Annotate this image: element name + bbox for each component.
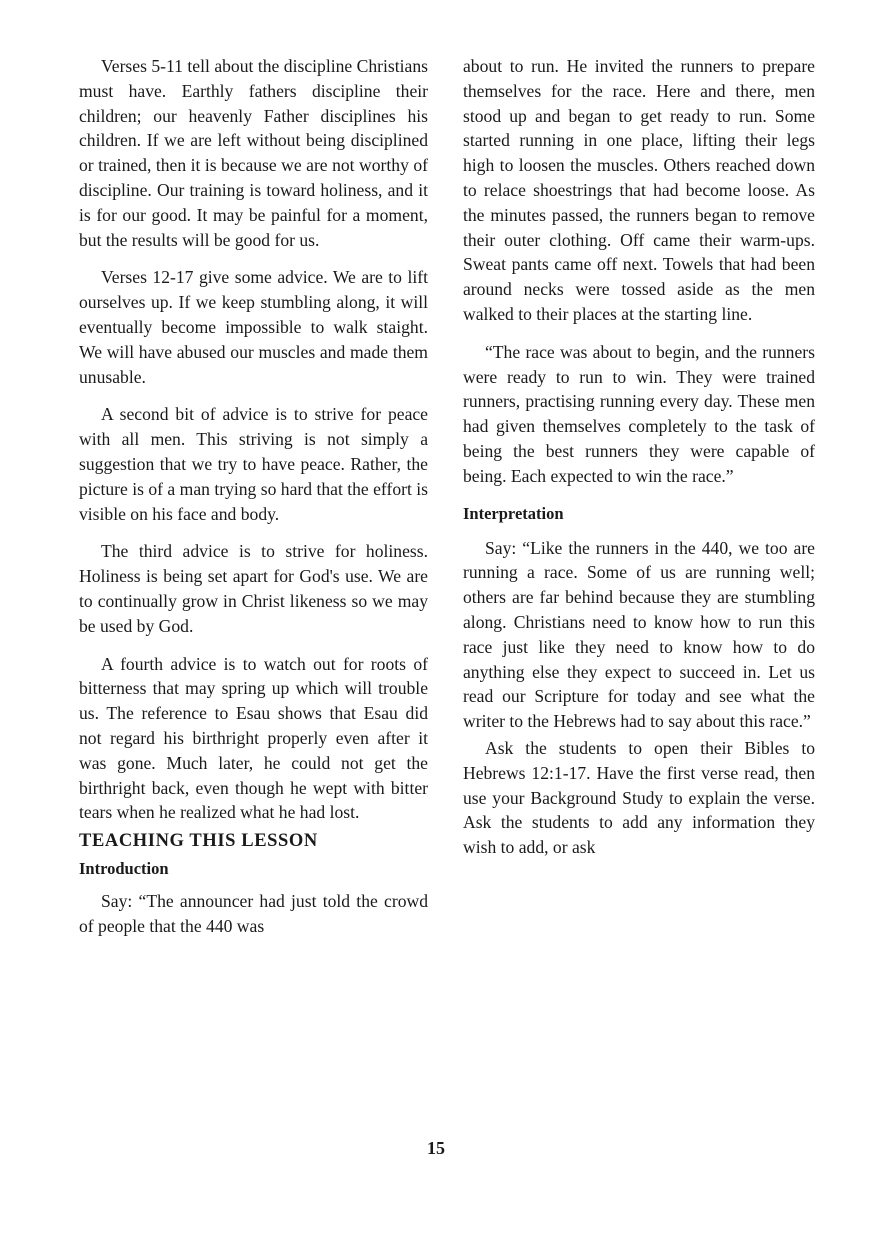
page-number: 15 <box>427 1138 445 1158</box>
paragraph-interpretation: Say: “Like the runners in the 440, we too are running a race. Some of us are running well; others are far behind because they are stumbling along. Christians need to know how to run this race just like they need to know how to do anything else they expect to succeed in. Let us read our Scripture for today and see what the writer to the Hebrews had to say about this race.” <box>463 537 815 732</box>
left-column <box>79 54 428 952</box>
paragraph-bitterness: A fourth advice is to watch out for roots of bitterness that may spring up which will trouble us. The reference to Esau shows that Esau did not regard his birthright properly even after it was gone. Much later, he could not get the birthright back, even though he wept with bitter tears when he realized what he had lost. <box>79 653 428 823</box>
subheading-introduction: Introduction <box>79 859 169 879</box>
paragraph-announcer: Say: “The announcer had just told the crowd of people that the 440 was <box>79 891 428 936</box>
paragraph-discipline: Verses 5-11 tell about the discipline Christians must have. Earthly fathers discipline their children; our heavenly Father disciplines his children. If we are left without being disciplined or trained, then it is because we are not worthy of discipline. Our training is toward holiness, and it is for our good. It may be painful for a moment, but the results will be good for us. <box>79 56 428 250</box>
section-heading: TEACHING THIS LESSON <box>79 831 318 852</box>
right-column <box>463 54 815 873</box>
paragraph-students: Ask the students to open their Bibles to Hebrews 12:1-17. Have the first verse read, then use your Background Study to explain the verse. Ask the students to add any information they wish to add, or ask <box>463 737 815 858</box>
subheading-interpretation: Interpretation <box>463 503 564 523</box>
paragraph-race-begin: “The race was about to begin, and the runners were ready to run to win. They were trained runners, practising running every day. These men had given themselves completely to the task of being the best runners they were capable of being. Each expected to win the race.” <box>463 341 815 486</box>
paragraph-holiness: The third advice is to strive for holiness. Holiness is being set apart for God's use. We are to continually grow in Christ likeness so we may be used by God. <box>79 541 428 636</box>
paragraph-peace: A second bit of advice is to strive for peace with all men. This striving is not simply a suggestion that we try to have peace. Rather, the picture is of a man trying so hard that the effort is visible on his face and body. <box>79 404 429 524</box>
paragraph-runners: about to run. He invited the runners to prepare themselves for the race. Here and there, men stood up and began to get ready to run. Some started running in one place, lifting their legs high to loosen the muscles. Others reached down to relace shoestrings that had become loose. As the minutes passed, the runners began to remove their outer clothing. Off came their warm-ups. Sweat pants came off next. Towels that had been around necks were tossed aside as the men walked to their places at the starting line. <box>463 56 815 324</box>
paragraph-advice: Verses 12-17 give some advice. We are to lift ourselves up. If we keep stumbling along, it will eventually become impossible to walk staight. We will have abused our muscles and made them unusable. <box>79 267 428 387</box>
